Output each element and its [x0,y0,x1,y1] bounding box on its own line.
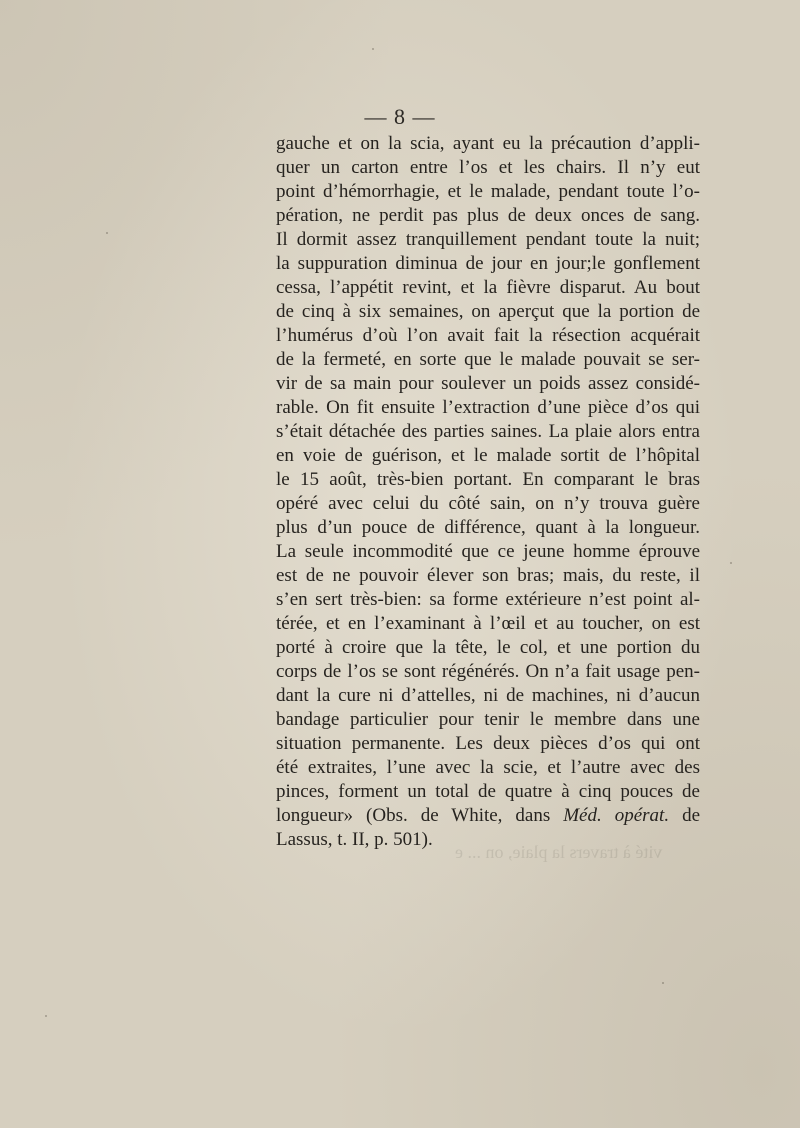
bleed-through-text: vité à travers la plaie, on ... e [455,842,663,862]
text-line: la suppuration diminua de jour en jour;le gonflement [276,253,700,274]
text-line: s’en sert très-bien: sa forme extérieure n’est point al- [276,589,700,610]
text-line: en voie de guérison, et le malade sortit de l’hôpital [276,445,700,466]
text-line: de cinq à six semaines, on aperçut que la portion de [276,301,700,322]
text-line: quer un carton entre l’os et les chairs. Il n’y eut [276,157,700,178]
paper-speck [106,232,108,234]
text-line: Il dormit assez tranquillement pendant toute la nuit; [276,229,700,250]
text-line: situation permanente. Les deux pièces d’os qui ont [276,733,700,754]
paper-speck [45,1015,47,1017]
paper-speck [662,982,664,984]
text-line: dant la cure ni d’attelles, ni de machines, ni d’aucun [276,685,700,706]
text-line: est de ne pouvoir élever son bras; mais, du reste, il [276,565,700,586]
citation-text: longueur» (Obs. de White, dans [276,805,564,826]
text-line: opéré avec celui du côté sain, on n’y trouva guère [276,493,700,514]
text-line: vir de sa main pour soulever un poids assez considé- [276,373,700,394]
text-line: cessa, l’appétit revint, et la fièvre disparut. Au bout [276,277,700,298]
text-line: gauche et on la scia, ayant eu la précaution d’appli- [276,133,700,154]
text-line: s’était détachée des parties saines. La plaie alors entra [276,421,700,442]
paper-speck [372,48,374,50]
text-line: pinces, forment un total de quatre à cinq pouces de [276,781,700,802]
text-line-citation [276,804,700,828]
text-line: porté à croire que la tête, le col, et une portion du [276,637,700,658]
page-number: — 8 — [364,104,436,129]
text-line: été extraites, l’une avec la scie, et l’autre avec des [276,757,700,778]
paper-speck [730,562,732,564]
citation-title: Méd. opérat. [563,805,670,826]
text-line: corps de l’os se sont régénérés. On n’a fait usage pen- [276,661,700,682]
text-line: térée, et en l’examinant à l’œil et au toucher, on est [276,613,700,634]
text-line: plus d’un pouce de différence, quant à la longueur. [276,517,700,538]
text-line-final: Lassus, t. II, p. 501). [276,829,433,850]
text-line: La seule incommodité que ce jeune homme éprouve [276,541,700,562]
text-line: point d’hémorrhagie, et le malade, pendant toute l’o- [276,181,700,202]
text-line: de la fermeté, en sorte que le malade pouvait se ser- [276,349,700,370]
text-line: pération, ne perdit pas plus de deux onces de sang. [276,205,700,226]
citation-text-end: de [669,805,701,826]
text-line: rable. On fit ensuite l’extraction d’une pièce d’os qui [276,397,700,418]
text-line: le 15 août, très-bien portant. En comparant le bras [276,469,700,490]
text-line: bandage particulier pour tenir le membre dans une [276,709,700,730]
body-text [276,132,700,852]
text-line: l’humérus d’où l’on avait fait la résection acquérait [276,325,700,346]
